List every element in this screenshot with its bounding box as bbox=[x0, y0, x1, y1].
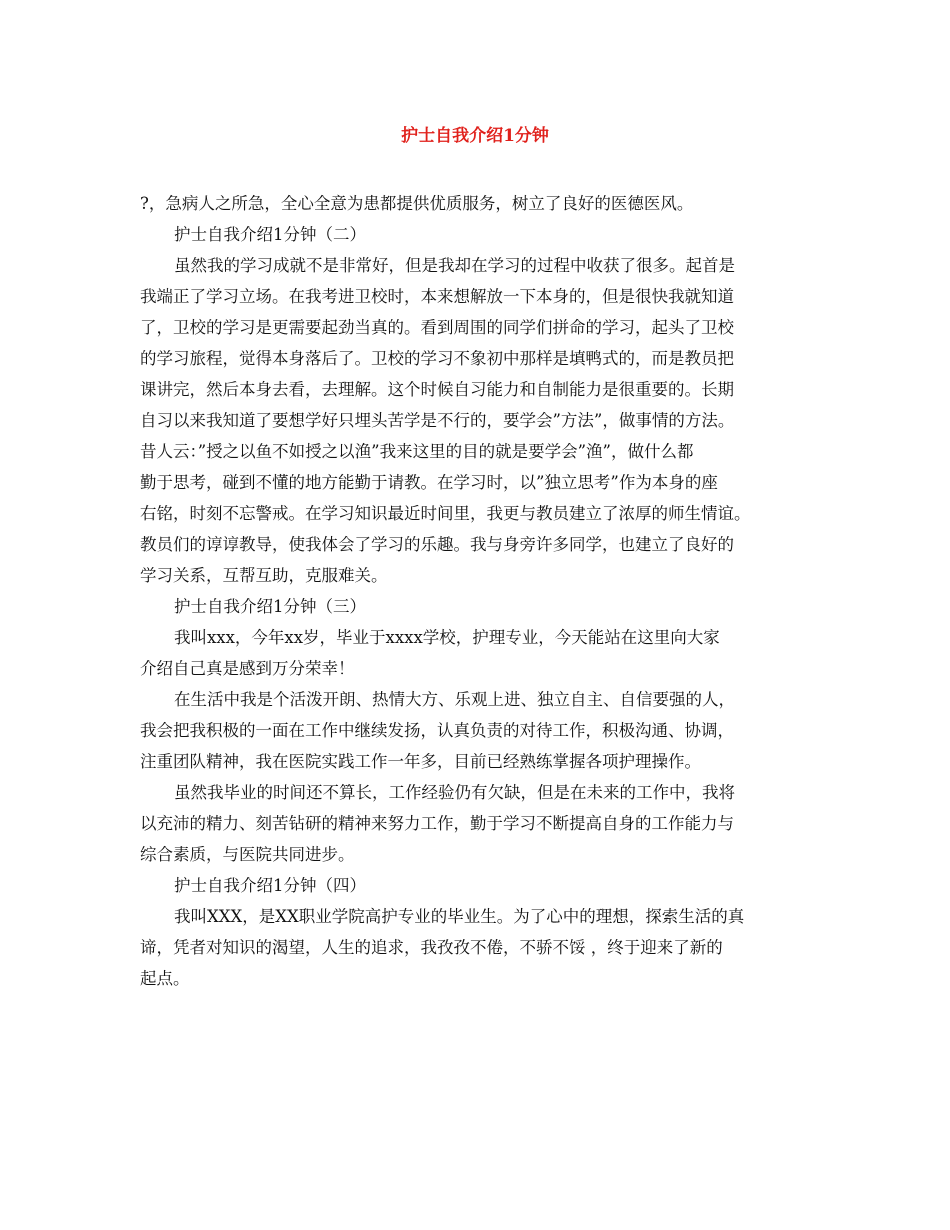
paragraph-line: 勤于思考，碰到不懂的地方能勤于请教。在学习时，以”独立思考”作为本身的座 bbox=[140, 473, 718, 492]
paragraph-line: 谛，凭者对知识的渴望，人生的追求，我孜孜不倦，不骄不馁 ，终于迎来了新的 bbox=[140, 938, 723, 957]
paragraph-line: 教员们的谆谆教导，使我体会了学习的乐趣。我与身旁许多同学，也建立了良好的 bbox=[140, 535, 734, 554]
section-heading: 护士自我介绍1分钟（四） bbox=[174, 876, 366, 895]
paragraph-line: 介绍自己真是感到万分荣幸！ bbox=[140, 659, 355, 678]
paragraph-line: 我端正了学习立场。在我考进卫校时，本来想解放一下本身的，但是很快我就知道 bbox=[140, 287, 734, 306]
paragraph-line: 了，卫校的学习是更需要起劲当真的。看到周围的同学们拼命的学习，起头了卫校 bbox=[140, 318, 734, 337]
paragraph-line: 虽然我毕业的时间还不算长，工作经验仍有欠缺，但是在未来的工作中，我将 bbox=[174, 783, 735, 802]
paragraph-line: 自习以来我知道了要想学好只埋头苦学是不行的，要学会”方法”，做事情的方法。 bbox=[140, 411, 735, 430]
paragraph-line: 我叫XXX，是XX职业学院高护专业的毕业生。为了心中的理想，探索生活的真 bbox=[174, 907, 745, 926]
section-heading: 护士自我介绍1分钟（三） bbox=[174, 597, 366, 616]
document-body bbox=[140, 188, 830, 994]
paragraph-line: 课讲完，然后本身去看，去理解。这个时候自习能力和自制能力是很重要的。长期 bbox=[140, 380, 734, 399]
paragraph-line: 右铭，时刻不忘警戒。在学习知识最近时间里，我更与教员建立了浓厚的师生情谊。 bbox=[140, 504, 751, 523]
text-line: ?，急病人之所急，全心全意为患都提供优质服务，树立了良好的医德医风。 bbox=[140, 194, 694, 213]
paragraph-line: 注重团队精神，我在医院实践工作一年多，目前已经熟练掌握各项护理操作。 bbox=[140, 752, 701, 771]
paragraph-line: 学习关系，互帮互助，克服难关。 bbox=[140, 566, 388, 585]
paragraph-line: 虽然我的学习成就不是非常好，但是我却在学习的过程中收获了很多。起首是 bbox=[174, 256, 735, 275]
document-title: 护士自我介绍1分钟 bbox=[401, 126, 549, 146]
paragraph-line: 昔人云：”授之以鱼不如授之以渔”我来这里的目的就是要学会”渔”，做什么都 bbox=[140, 442, 694, 461]
paragraph-line: 我会把我积极的一面在工作中继续发扬，认真负责的对待工作，积极沟通、协调， bbox=[140, 721, 734, 740]
paragraph-line: 以充沛的精力、刻苦钻研的精神来努力工作，勤于学习不断提高自身的工作能力与 bbox=[140, 814, 734, 833]
paragraph-line: 综合素质，与医院共同进步。 bbox=[140, 845, 355, 864]
paragraph-line: 起点。 bbox=[140, 969, 190, 988]
paragraph-line: 在生活中我是个活泼开朗、热情大方、乐观上进、独立自主、自信要强的人， bbox=[174, 690, 735, 709]
paragraph-line: 我叫xxx，今年xx岁，毕业于xxxx学校，护理专业，今天能站在这里向大家 bbox=[174, 628, 720, 647]
paragraph-line: 的学习旅程，觉得本身落后了。卫校的学习不象初中那样是填鸭式的，而是教员把 bbox=[140, 349, 734, 368]
section-heading: 护士自我介绍1分钟（二） bbox=[174, 225, 366, 244]
